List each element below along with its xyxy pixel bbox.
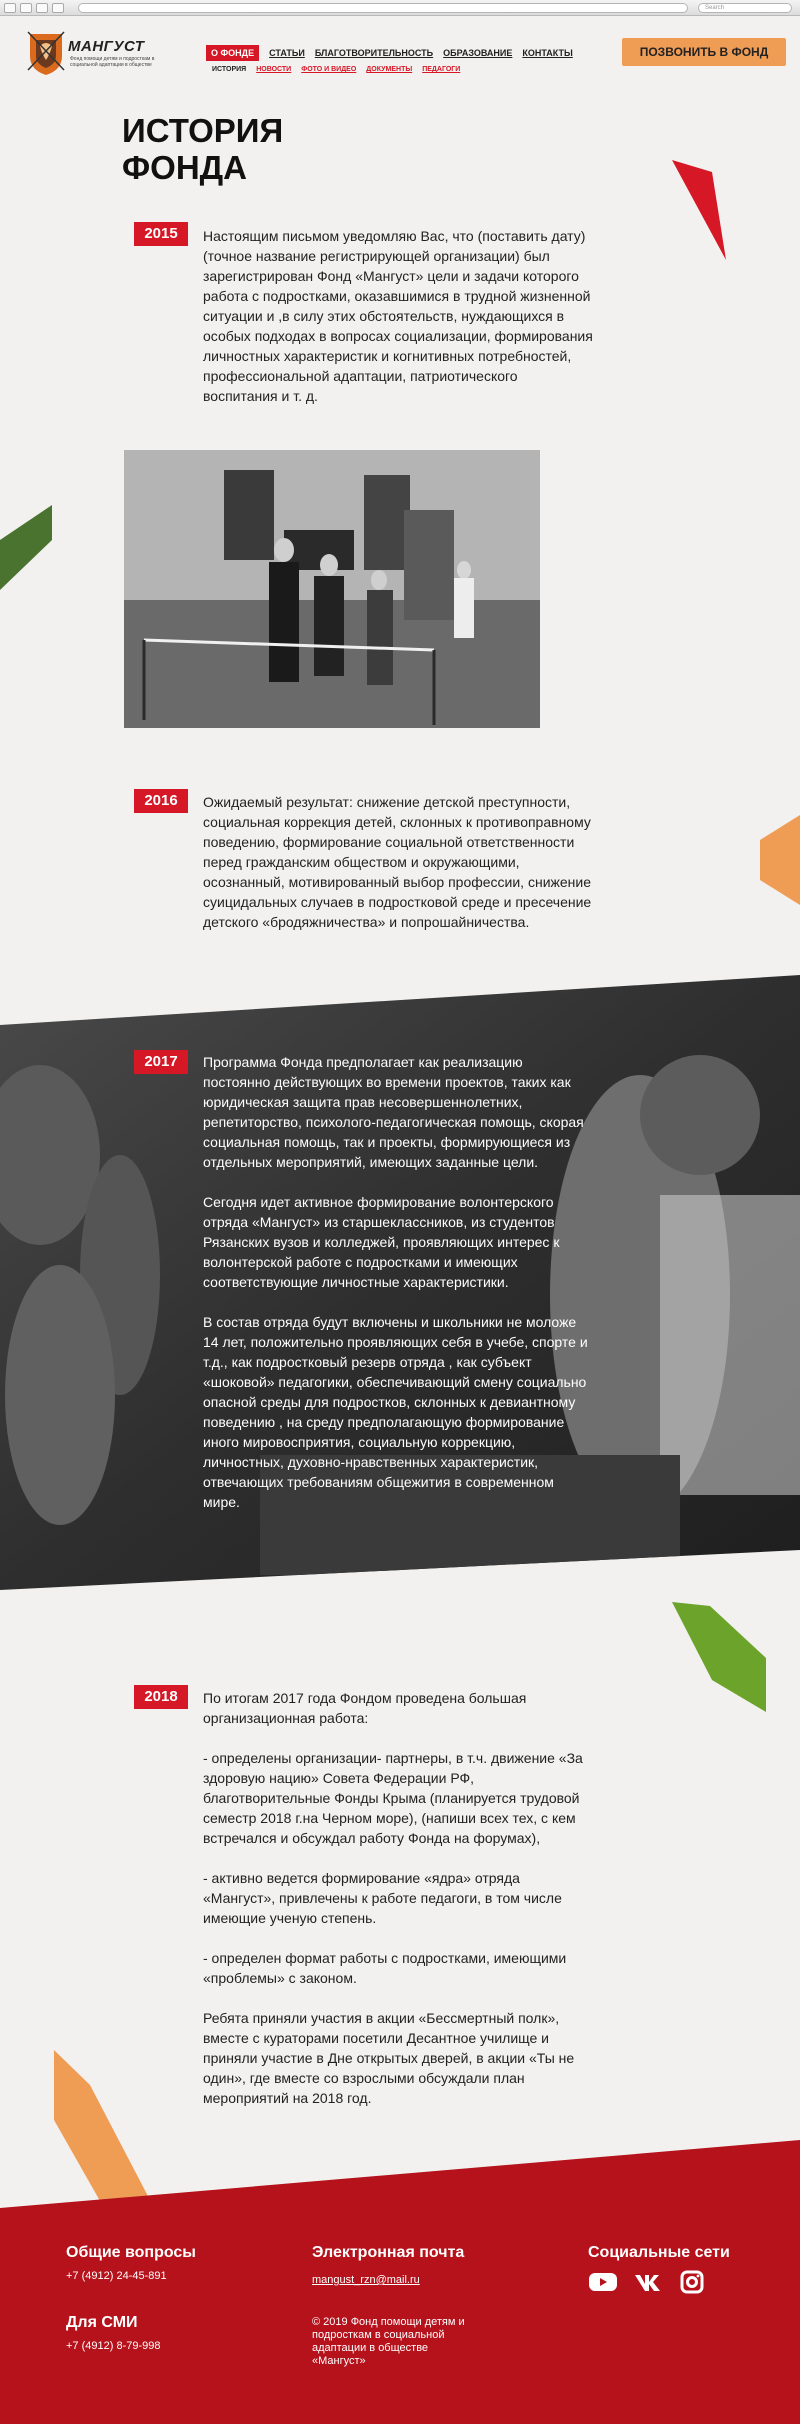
section-2017-text	[203, 1052, 593, 1532]
section-paragraph: - определен формат работы с подростками, имеющими «проблемы» с законом.	[203, 1950, 567, 1986]
main-nav	[206, 44, 573, 62]
site-footer	[0, 2140, 800, 2424]
footer-copyright	[312, 2316, 472, 2368]
ceremony-photo	[124, 450, 540, 728]
section-2016-text	[203, 792, 593, 952]
copyright-text: © 2019 Фонд помощи детям и подросткам в социальной адаптации в обществе «Мангуст»	[312, 2316, 465, 2367]
section-2015-text	[203, 226, 593, 426]
section-paragraph: Сегодня идет активное формирование волонтерского отряда «Мангуст» из старшеклассников, из студентов Рязанских вузов и колледжей, проявляющих интерес к волонтерской работе с подростками и имеющих соответствующие личностные характеристики.	[203, 1194, 560, 1290]
subnav-item-history[interactable]: ИСТОРИЯ	[212, 66, 247, 73]
youtube-icon[interactable]	[588, 2270, 618, 2294]
footer-press-title: Для СМИ	[66, 2314, 138, 2331]
vk-icon[interactable]	[634, 2270, 664, 2294]
subnav-item-teachers[interactable]: ПЕДАГОГИ	[422, 66, 461, 73]
footer-general	[66, 2244, 196, 2283]
section-paragraph: В состав отряда будут включены и школьники не моложе 14 лет, положительно проявляющих себя в учебе, спорте и т.д., как подростковый резерв отряда , как субъект «шоковой» педагогики, обеспечивающий смену социально опасной среды для подростков, склонных к девиантному поведению , на среду предполагающую формирование иного мировосприятия, социальную коррекцию, личностных, духовно-нравственных характеристик, отвечающих требованиям общежития в современном мире.	[203, 1314, 588, 1510]
subnav-item-news[interactable]: НОВОСТИ	[256, 66, 292, 73]
nav-item-education[interactable]: ОБРАЗОВАНИЕ	[443, 48, 513, 58]
footer-email-link[interactable]: mangust_rzn@mail.ru	[312, 2274, 420, 2286]
nav-item-contacts[interactable]: КОНТАКТЫ	[522, 48, 573, 58]
call-fund-button[interactable]: ПОЗВОНИТЬ В ФОНД	[622, 38, 786, 66]
subnav-item-documents[interactable]: ДОКУМЕНТЫ	[366, 66, 413, 73]
subnav-item-media[interactable]: ФОТО И ВИДЕО	[301, 66, 357, 73]
footer-social-title: Социальные сети	[588, 2244, 730, 2261]
section-paragraph: - активно ведется формирование «ядра» отряда «Мангуст», привлечены к работе педагоги, в том числе имеющие ученую степень.	[203, 1870, 562, 1926]
site-logo[interactable]	[26, 30, 156, 76]
logo-title: МАНГУСТ	[68, 38, 145, 55]
instagram-icon[interactable]	[680, 2270, 710, 2294]
section-paragraph: - определены организации- партнеры, в т.ч. движение «За здоровую нацию» Совета Федерации РФ, благотворительные Фонды Крыма (планируется трудовой семестр 2018 г.на Черном море), (напиши всех тех, с кем встречался и обсуждал работу Фонда на форумах),	[203, 1750, 583, 1846]
footer-social	[588, 2244, 730, 2294]
section-paragraph: По итогам 2017 года Фондом проведена большая организационная работа:	[203, 1690, 527, 1726]
nav-item-charity[interactable]: БЛАГОТВОРИТЕЛЬНОСТЬ	[314, 48, 434, 58]
year-badge-2016: 2016	[134, 789, 188, 813]
footer-press-phone[interactable]: +7 (4912) 8-79-998	[66, 2340, 161, 2352]
year-badge-2015: 2015	[134, 222, 188, 246]
section-paragraph: Ребята приняли участия в акции «Бессмертный полк», вместе с кураторами посетили Десантное училище и приняли участие в Дне открытых дверей, в акции «Ты не один», где вместе со взрослыми обсуждали план мероприятий на 2018 год.	[203, 2010, 575, 2106]
footer-email	[312, 2244, 464, 2288]
section-paragraph: Ожидаемый результат: снижение детской преступности, социальная коррекция детей, склонных к противоправному поведению, формирование социальной ответственности перед гражданским обществом и окружающими, осознанный, мотивированный выбор профессии, снижение суицидальных случаев в подростковой среде и пресечение детского «бродяжничества» и попрошайничества.	[203, 794, 592, 930]
footer-email-title: Электронная почта	[312, 2244, 465, 2261]
footer-press	[66, 2314, 160, 2353]
footer-general-title: Общие вопросы	[66, 2244, 196, 2261]
nav-item-about[interactable]: О ФОНДЕ	[206, 45, 259, 61]
sub-nav	[212, 66, 460, 73]
section-paragraph: Программа Фонда предполагает как реализацию постоянно действующих во времени проектов, таких как юридическая защита прав несовершеннолетних, репетиторство, психолого-педагогическая помощь, скорая социальная помощь, так и проекты, формирующиеся из отдельных мероприятий, имеющих заданные цели.	[203, 1054, 584, 1170]
page-title: ИСТОРИЯ ФОНДА	[122, 112, 284, 186]
shield-logo-icon	[26, 30, 66, 76]
logo-subtitle: Фонд помощи детям и подросткам в социальной адаптации в обществе	[70, 56, 155, 68]
section-paragraph: Настоящим письмом уведомляю Вас, что (поставить дату) (точное название регистрирующей организации) был зарегистрирован Фонд «Мангуст» цели и задачи которого работа с подростками, оказавшимися в трудной жизненной ситуации и ,в силу этих обстоятельств, нуждающихся в особых подходах в вопросах социализации, формирования личностных характеристик и когнитивных потребностей, профессиональной адаптации, патриотического воспитания и т. д.	[203, 228, 593, 404]
browser-search-field[interactable]: Search	[698, 3, 792, 13]
year-badge-2017: 2017	[134, 1050, 188, 1074]
section-2018-text	[203, 1688, 593, 2128]
footer-general-phone[interactable]: +7 (4912) 24-45-891	[66, 2270, 167, 2282]
nav-item-articles[interactable]: СТАТЬИ	[269, 48, 305, 58]
year-badge-2018: 2018	[134, 1685, 188, 1709]
